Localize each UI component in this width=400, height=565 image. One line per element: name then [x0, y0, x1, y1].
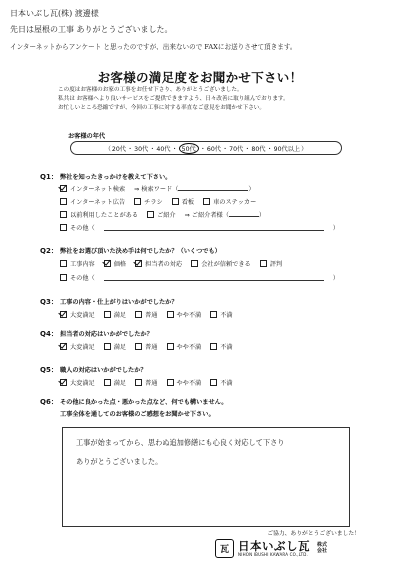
- bracket-close: ）: [332, 275, 339, 282]
- checkbox[interactable]: [104, 311, 111, 318]
- checkbox[interactable]: [60, 211, 67, 218]
- checkbox[interactable]: [203, 198, 210, 205]
- option-label: ご紹介: [157, 212, 176, 219]
- bracket-close: ）: [301, 145, 308, 153]
- q1-referrer-field[interactable]: [185, 210, 265, 219]
- handwritten-line-3: インターネットからアンケート と思ったのですが、出来ないので FAXにお送りさせて頂きます。: [10, 43, 297, 51]
- bracket-close: ）: [258, 212, 266, 219]
- q3-option[interactable]: [135, 310, 157, 319]
- intro-line: この度はお客様のお家の工事をお任せ下さり、ありがとうございました。: [58, 87, 243, 93]
- checkbox[interactable]: [104, 343, 111, 350]
- option-label: 大変満足: [70, 344, 95, 351]
- option-label: その他（: [70, 275, 95, 282]
- option-label: その他（: [70, 225, 95, 232]
- option-label: 大変満足: [70, 312, 95, 319]
- checkbox[interactable]: [104, 260, 111, 267]
- age-separator: ・: [199, 145, 206, 153]
- checkbox[interactable]: [60, 185, 67, 192]
- checkbox[interactable]: [104, 379, 111, 386]
- blank-line: [178, 184, 248, 191]
- intro-line: お忙しいところ恐縮ですが、今回の工事に対する率直なご意見をお聞かせ下さい。: [58, 105, 265, 111]
- intro-text: [58, 86, 388, 113]
- option-label: 満足: [113, 380, 127, 387]
- q1-option-referral[interactable]: [147, 210, 176, 219]
- q1-option-car-sticker[interactable]: [203, 197, 256, 206]
- bracket-close: ）: [332, 225, 339, 232]
- search-word-label: ⇒ 検索ワード（: [134, 186, 179, 193]
- option-label: 普通: [145, 380, 158, 387]
- q1-option-flyer[interactable]: [134, 197, 163, 206]
- checkbox[interactable]: [60, 224, 67, 231]
- q3-option[interactable]: [167, 310, 202, 319]
- page-title: お客様の満足度をお聞かせ下さい！: [97, 70, 303, 85]
- age-separator: ・: [171, 145, 178, 153]
- q2-option-trustworthy[interactable]: [191, 259, 251, 268]
- age-option[interactable]: 50代: [179, 143, 199, 154]
- q2-number: Q2：: [40, 247, 58, 255]
- checkbox[interactable]: [60, 379, 67, 386]
- option-label: 価格: [113, 261, 127, 268]
- q6-text-2: 工事全体を通してのお客様のご感想をお聞かせ下さい。: [60, 411, 215, 418]
- age-option[interactable]: 80代: [251, 145, 266, 153]
- checkbox[interactable]: [210, 311, 217, 318]
- checkbox[interactable]: [167, 343, 174, 350]
- q5-text: 職人の対応はいかがでしたか？: [60, 367, 147, 374]
- logo-co-2: 会社: [317, 547, 328, 554]
- q1-option-signboard[interactable]: [172, 197, 194, 206]
- option-label: 車のステッカー: [213, 199, 257, 206]
- logo-text: [238, 540, 310, 557]
- age-separator: ・: [126, 145, 134, 153]
- q3-option[interactable]: [104, 310, 126, 319]
- q1-row-3: [60, 210, 265, 219]
- q2-option-price[interactable]: [104, 259, 126, 268]
- q3-number: Q3：: [40, 298, 58, 306]
- q1-row-2: [60, 197, 256, 206]
- blank-line[interactable]: [104, 274, 324, 281]
- q5-option[interactable]: [104, 378, 126, 387]
- checkbox[interactable]: [60, 343, 67, 350]
- bracket-close: ）: [248, 186, 255, 193]
- company-logo: [215, 539, 327, 558]
- age-separator: ・: [266, 145, 273, 153]
- checkbox[interactable]: [135, 311, 142, 318]
- option-label: インターネット検索: [70, 186, 126, 193]
- checkbox[interactable]: [60, 198, 67, 205]
- checkbox[interactable]: [260, 260, 267, 267]
- logo-mark-icon: 瓦: [215, 539, 234, 558]
- q3-options: [60, 310, 233, 319]
- bracket-open: （: [104, 145, 111, 153]
- q2-row-1: [60, 259, 282, 268]
- q1-option-internet-ad[interactable]: [60, 197, 125, 206]
- checkbox[interactable]: [135, 260, 142, 267]
- q2-option-staff-response[interactable]: [135, 259, 182, 268]
- checkbox[interactable]: [135, 343, 142, 350]
- q5-option[interactable]: [60, 378, 95, 387]
- q6-number: Q6：: [40, 398, 58, 406]
- q1-text: 弊社を知ったきっかけを教えて下さい。: [60, 174, 172, 181]
- q5-options: [60, 378, 233, 387]
- blank-line: [229, 210, 259, 217]
- option-label: 普通: [145, 312, 158, 319]
- referrer-label: ⇒ ご紹介者様（: [184, 212, 229, 219]
- q2-option-other[interactable]: [60, 273, 95, 282]
- option-label: やや不満: [176, 344, 202, 351]
- option-label: 満足: [113, 312, 127, 319]
- age-label: お客様の年代: [68, 133, 106, 140]
- checkbox[interactable]: [147, 211, 154, 218]
- option-label: 不満: [220, 344, 233, 351]
- checkbox[interactable]: [210, 343, 217, 350]
- logo-romaji: NIHON IBUSHI KAWARA CO.,LTD.: [238, 552, 309, 557]
- q1-option-internet-search[interactable]: [60, 184, 125, 193]
- logo-name: 日本いぶし瓦: [238, 539, 310, 553]
- checkbox[interactable]: [60, 274, 67, 281]
- option-label: 不満: [220, 312, 233, 319]
- option-label: 工事内容: [70, 261, 95, 268]
- q3-text: 工事の内容・仕上がりはいかがでしたか？: [60, 299, 178, 306]
- option-label: 大変満足: [70, 380, 95, 387]
- intro-line: 私共は お客様へより良いサービスをご提供できますよう、日々改善に取り組んでおります。: [58, 96, 289, 102]
- q1-row-1: [60, 184, 255, 193]
- option-label: 普通: [145, 344, 158, 351]
- option-label: 会社が信頼できる: [201, 261, 251, 268]
- q2-text: 弊社をお選び頂いた決め手は何でしたか？（いくつでも）: [60, 248, 221, 255]
- age-option[interactable]: 40代: [156, 145, 171, 153]
- q5-number: Q5：: [40, 366, 58, 374]
- age-separator: ・: [244, 145, 251, 153]
- age-option[interactable]: 60代: [206, 145, 221, 153]
- option-label: やや不満: [176, 312, 202, 319]
- option-label: 不満: [220, 380, 233, 387]
- q4-text: 担当者の対応はいかがでしたか？: [60, 331, 153, 338]
- q3-option[interactable]: [60, 310, 95, 319]
- q4-option[interactable]: [135, 342, 157, 351]
- age-option[interactable]: 20代: [111, 145, 126, 153]
- option-label: 以前利用したことがある: [70, 212, 139, 219]
- q4-option[interactable]: [60, 342, 95, 351]
- logo-co-1: 株式: [317, 542, 328, 548]
- q5-option[interactable]: [135, 378, 157, 387]
- q1-option-used-before[interactable]: [60, 210, 138, 219]
- q5-option[interactable]: [210, 378, 232, 387]
- checkbox[interactable]: [191, 260, 198, 267]
- q4-option[interactable]: [104, 342, 126, 351]
- logo-company-type: [314, 543, 327, 554]
- comment-line-1: 工事が始まってから、思わぬ追加修繕にも心良く対応して下さり: [76, 438, 285, 447]
- q2-row-2: [60, 273, 339, 282]
- q4-option[interactable]: [167, 342, 202, 351]
- option-label: 評判: [269, 261, 283, 268]
- age-options: [70, 141, 342, 155]
- checkbox[interactable]: [172, 198, 179, 205]
- checkbox[interactable]: [134, 198, 141, 205]
- handwritten-line-2: 先日は屋根の工事 ありがとうございました。: [10, 25, 173, 34]
- q2-option-work-content[interactable]: [60, 259, 95, 268]
- checkbox[interactable]: [167, 379, 174, 386]
- option-label: 看板: [181, 199, 195, 206]
- option-label: やや不満: [176, 380, 202, 387]
- q1-number: Q1：: [40, 173, 58, 181]
- option-label: インターネット広告: [70, 199, 126, 206]
- checkbox[interactable]: [135, 379, 142, 386]
- age-separator: ・: [221, 145, 229, 153]
- checkbox[interactable]: [167, 311, 174, 318]
- comment-line-2: ありがとうございました。: [76, 457, 163, 466]
- q4-option[interactable]: [210, 342, 232, 351]
- checkbox[interactable]: [210, 379, 217, 386]
- q3-option[interactable]: [210, 310, 232, 319]
- option-label: 担当者の対応: [145, 261, 183, 268]
- checkbox[interactable]: [60, 311, 67, 318]
- option-label: チラシ: [144, 199, 163, 206]
- thanks-text: ご協力、ありがとうございました！: [267, 531, 360, 537]
- checkbox[interactable]: [60, 260, 67, 267]
- option-label: 満足: [113, 344, 127, 351]
- q4-options: [60, 342, 233, 351]
- q5-option[interactable]: [167, 378, 202, 387]
- q2-option-reputation[interactable]: [260, 259, 282, 268]
- q4-number: Q4：: [40, 330, 58, 338]
- q1-option-other[interactable]: [60, 223, 95, 232]
- blank-line[interactable]: [104, 224, 324, 231]
- q6-text-1: その他に良かった点・悪かった点など、何でも構いません。: [60, 399, 228, 406]
- q1-row-4: [60, 223, 339, 232]
- age-option[interactable]: 90代以上: [273, 145, 301, 153]
- age-option[interactable]: 70代: [229, 145, 244, 153]
- age-option[interactable]: 30代: [134, 145, 149, 153]
- q1-search-word-field[interactable]: [134, 184, 254, 193]
- age-separator: ・: [149, 145, 156, 153]
- handwritten-line-1: 日本いぶし瓦(株) 渡邊様: [10, 9, 99, 18]
